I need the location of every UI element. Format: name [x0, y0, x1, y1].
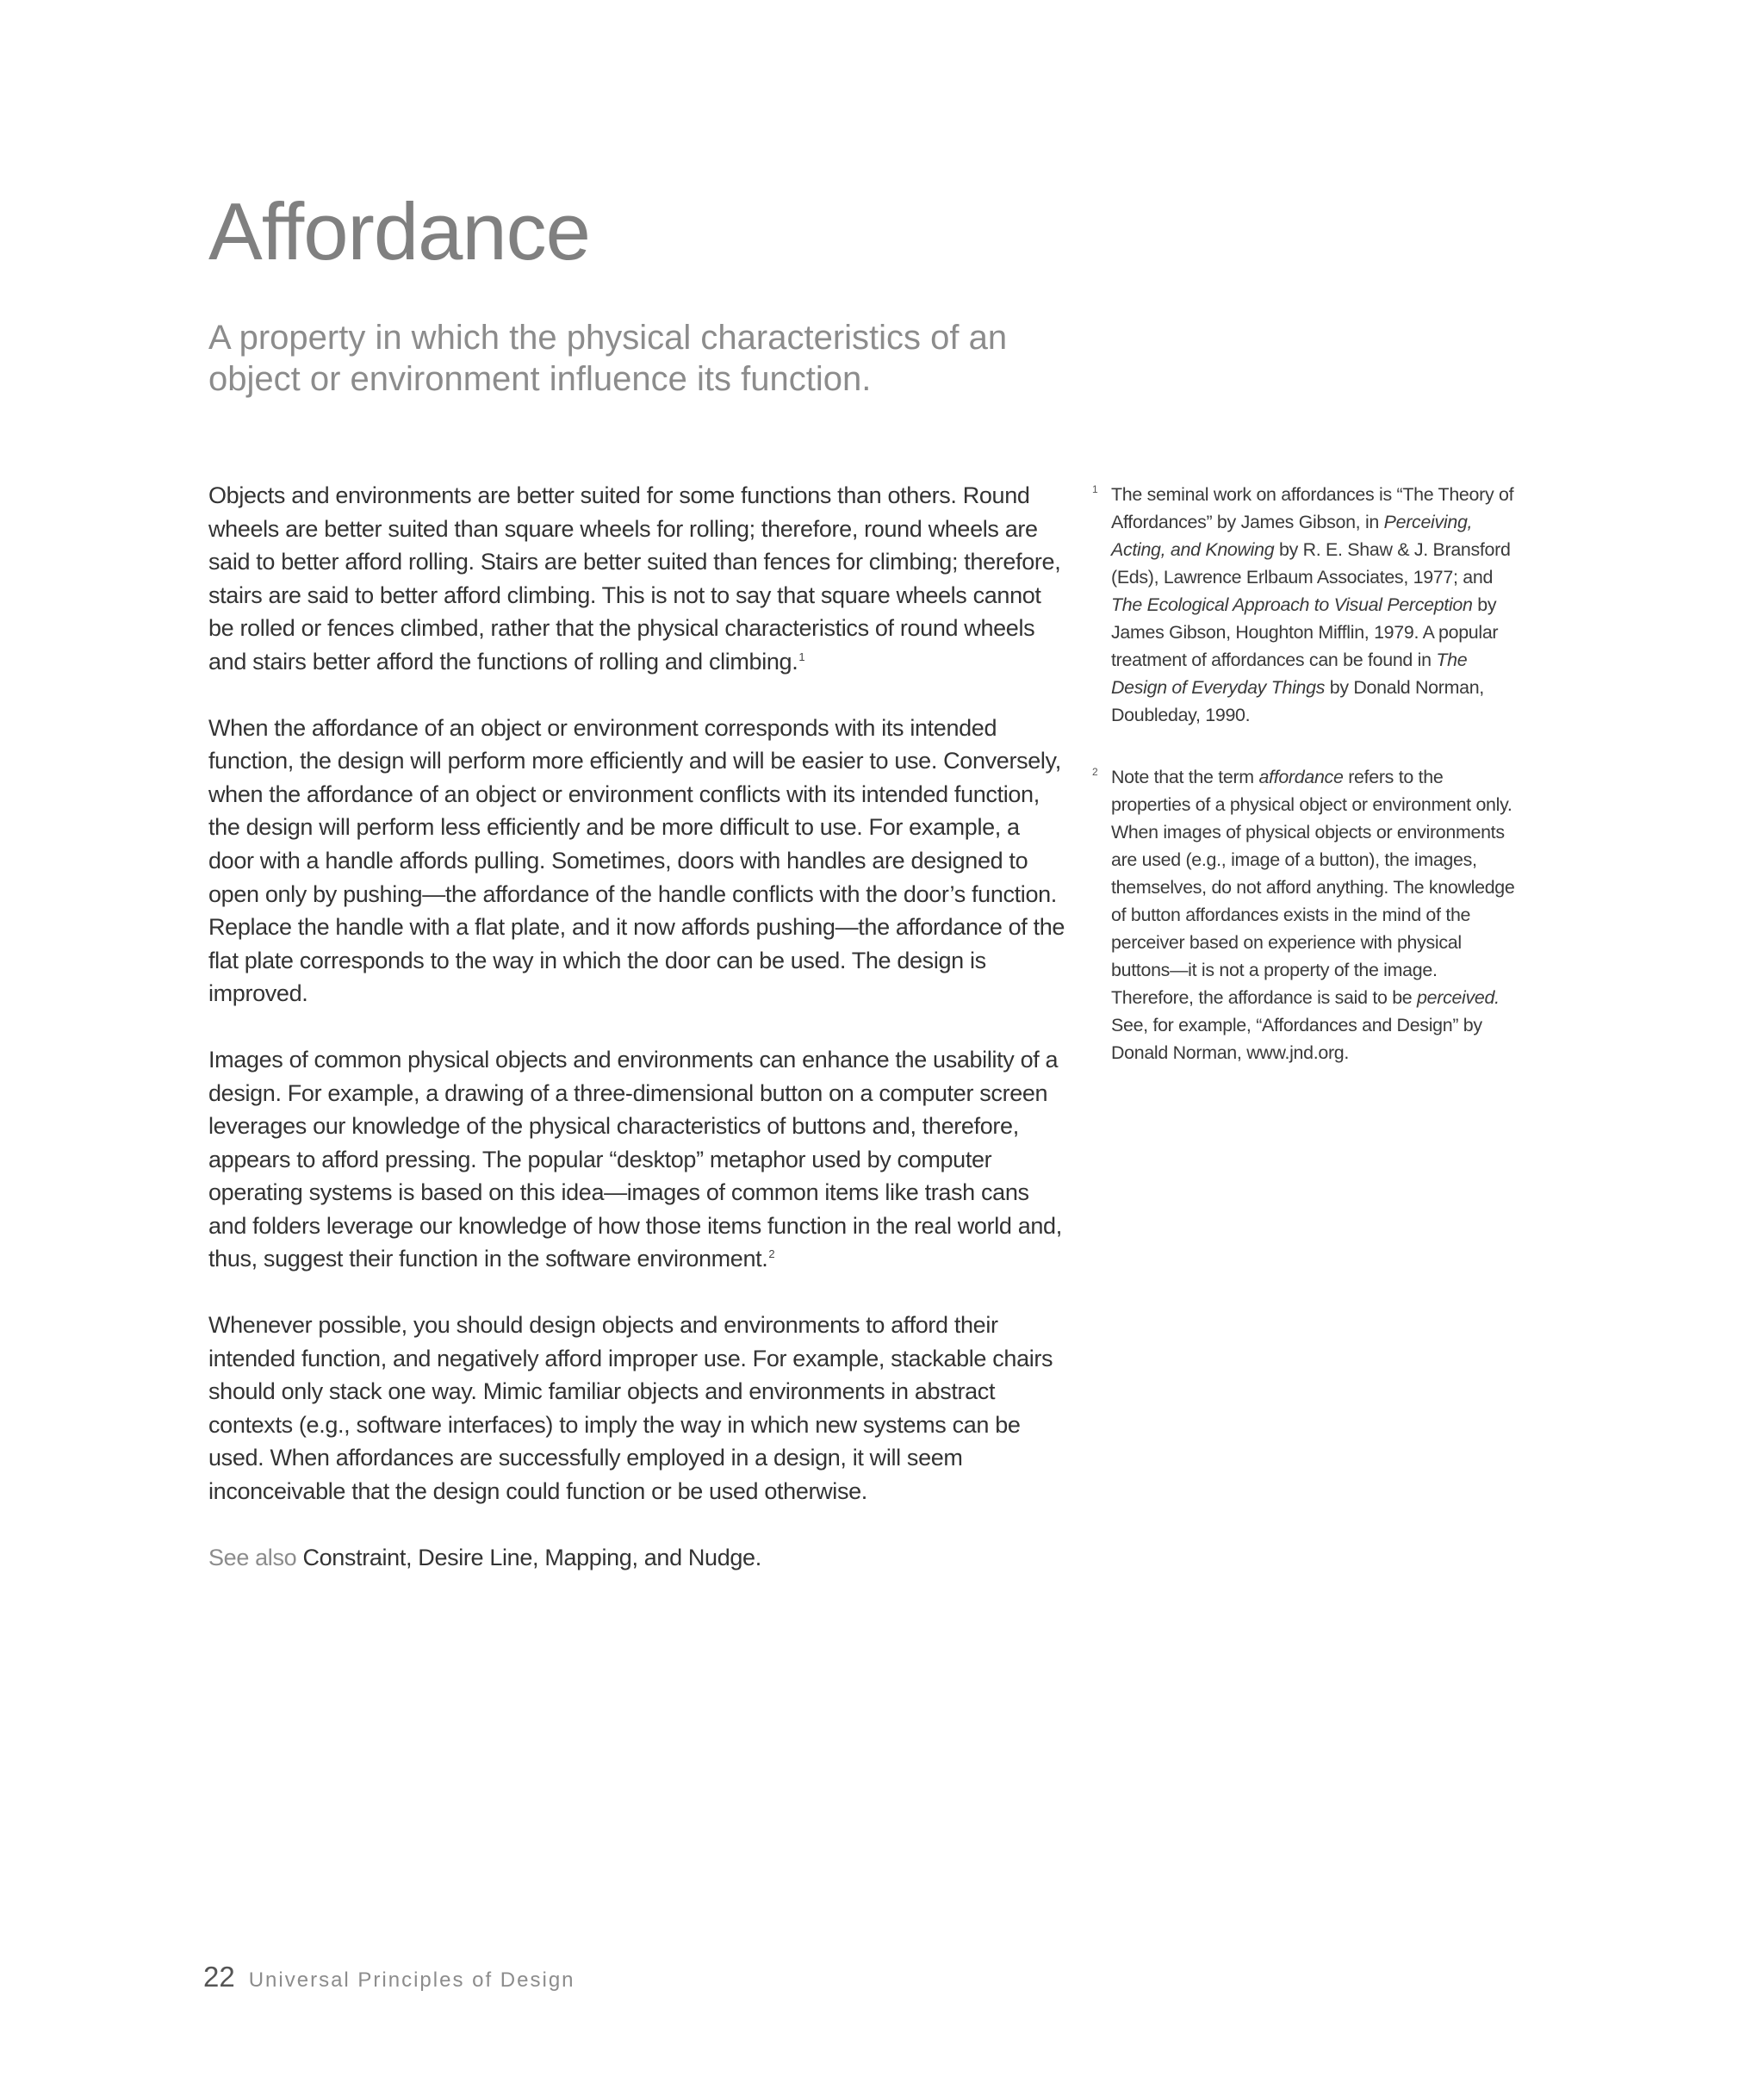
- footnotes-column: [1092, 481, 1523, 1101]
- paragraph-text: Objects and environments are better suited for some functions than others. Round wheels are better suited than square wheels for rolling; therefore, round wheels are said to better afford rolling. Stairs are better suited than fences for climbing; therefore, stairs are said to better afford climbing. This is not to say that square wheels cannot be rolled or fences climbed, rather that the physical characteristics of round wheels and stairs better afford the functions of rolling and climbing.: [208, 482, 1061, 675]
- see-also-line: [208, 1541, 1070, 1575]
- footnote-text: The seminal work on affordances is “The Theory of Affordances” by James Gibson, in: [1111, 484, 1514, 532]
- footnote-number: 2: [1092, 766, 1098, 778]
- paragraph-text: When the affordance of an object or environment corresponds with its intended function, the design will perform more efficiently and will be easier to use. Conversely, when the affordance of an object or environment conflicts with its intended function, the design will perform less efficiently and be more difficult to use. For example, a door with a handle affords pulling. Sometimes, doors with handles are designed to open only by pushing—the affordance of the handle conflicts with the door’s function. Replace the handle with a flat plate, and it now affords pushing—the affordance of the flat plate corresponds to the way in which the door can be used. The design is improved.: [208, 714, 1065, 1007]
- footnote-italic-term: affordance: [1258, 767, 1344, 787]
- footnote-reference-2: 2: [768, 1247, 775, 1261]
- footnote-text: Note that the term: [1111, 767, 1259, 787]
- footnote-2: [1092, 763, 1523, 1066]
- footnote-text: refers to the properties of a physical object or environment only. When images of physical objects or environments are used (e.g., image of a button), the images, themselves, do not afford anything. The knowledge of button affordances exists in the mind of the perceiver based on experience with physical buttons—it is not a property of the image. Therefore, the affordance is said to be: [1111, 767, 1515, 1008]
- footnote-italic-title: The Ecological Approach to Visual Perception: [1111, 594, 1473, 615]
- footnote-text: by James Gibson, Houghton Mifflin, 1979. A popular treatment of affordances can be found in: [1111, 594, 1499, 670]
- footnote-italic-title: Perceiving, Acting, and Knowing: [1111, 512, 1473, 560]
- footnote-1: [1092, 481, 1523, 729]
- paragraph-text: Whenever possible, you should design objects and environments to afford their intended function, and negatively afford improper use. For example, stackable chairs should only stack one way. Mimic familiar objects and environments in abstract contexts (e.g., software interfaces) to imply the way in which new systems can be used. When affordances are successfully employed in a design, it will seem inconceivable that the design could function or be used otherwise.: [208, 1312, 1053, 1505]
- body-paragraph-3: [208, 1043, 1070, 1276]
- footnote-italic-title: The Design of Everyday Things: [1111, 650, 1468, 698]
- footnote-number: 1: [1092, 483, 1098, 495]
- paragraph-text: Images of common physical objects and environments can enhance the usability of a design. For example, a drawing of a three-dimensional button on a computer screen leverages our knowledge of the physical characteristics of buttons and, therefore, appears to afford pressing. The popular “desktop” metaphor used by computer operating systems is based on this idea—images of common items like trash cans and folders leverage our knowledge of how those items function in the real world and, thus, suggest their function in the software environment.: [208, 1046, 1062, 1272]
- see-also-items: Constraint, Desire Line, Mapping, and Nudge.: [302, 1544, 761, 1570]
- main-text-column: [208, 479, 1070, 1574]
- book-title: Universal Principles of Design: [248, 1968, 575, 1992]
- page-number: 22: [203, 1961, 235, 1993]
- page-subtitle: A property in which the physical characteristics of an object or environment influence its function.: [208, 319, 1008, 398]
- body-paragraph-4: [208, 1309, 1070, 1508]
- footnote-italic-term: perceived.: [1417, 987, 1500, 1008]
- footnote-text: by Donald Norman, Doubleday, 1990.: [1111, 677, 1484, 725]
- page-title: Affordance: [208, 186, 590, 277]
- footnote-text: See, for example, “Affordances and Design” by Donald Norman, www.jnd.org.: [1111, 1015, 1482, 1063]
- body-paragraph-1: [208, 479, 1070, 679]
- body-paragraph-2: [208, 712, 1070, 1011]
- see-also-label: See also: [208, 1544, 297, 1570]
- footnote-reference-1: 1: [798, 650, 805, 663]
- footnote-text: by R. E. Shaw & J. Bransford (Eds), Lawrence Erlbaum Associates, 1977; and: [1111, 539, 1511, 588]
- page-footer: [203, 1961, 575, 1993]
